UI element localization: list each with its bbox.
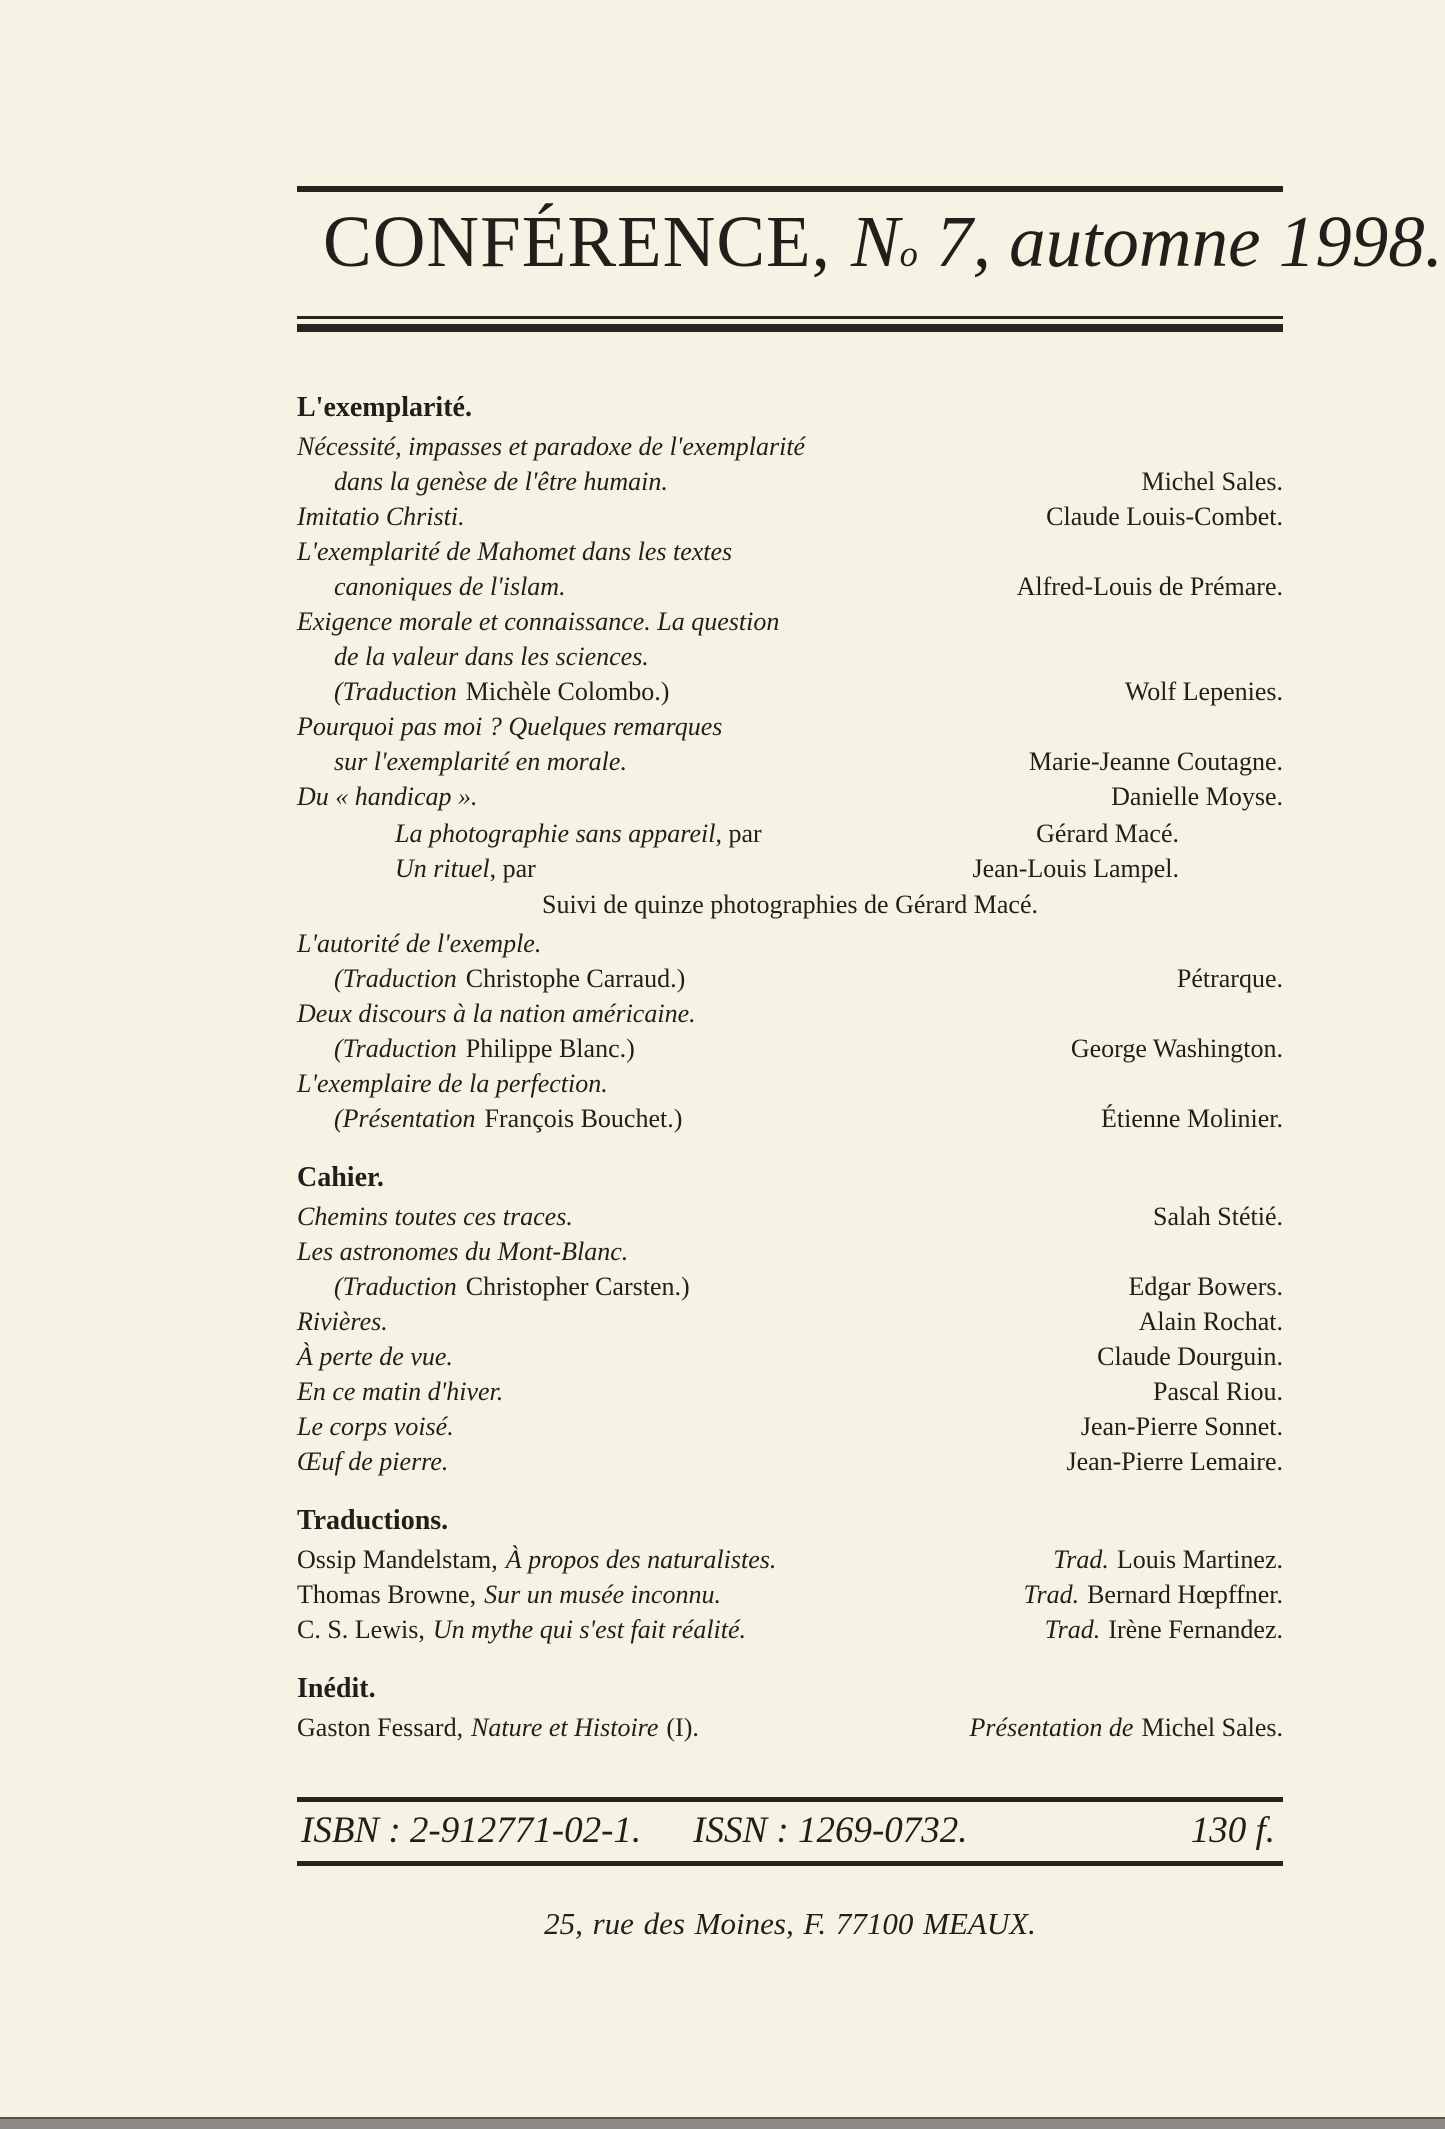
toc-list-traductions [297,1542,1283,1647]
entry-title [395,816,762,851]
entry-title [297,926,685,996]
entry-title-line: Œuf de pierre. [297,1447,449,1476]
photography-caption: Suivi de quinze photographies de Gérard Macé. [541,890,1038,919]
footer [297,1797,1283,1942]
translation-label: Trad. [1044,1615,1101,1644]
toc-entry [297,709,1283,779]
publisher-address: 25, rue des Moines, F. 77100 MEAUX. [544,1906,1036,1941]
entry-title-line: L'exemplaire de la perfection. [297,1069,608,1098]
toc-entry [297,1710,1283,1745]
entry-title [297,1066,682,1136]
translation-label: (Traduction [334,677,457,706]
journal-masthead [323,201,1443,282]
entry-author: Alfred-Louis de Prémare. [1016,572,1283,601]
toc-entry [297,926,1283,996]
entry-title-line: Nécessité, impasses et paradoxe de l'exemplarité [297,432,806,461]
photography-block [297,816,1283,922]
entry-author [970,1710,1283,1745]
entry-author [1053,1542,1283,1577]
toc-entry [297,1374,1283,1409]
entry-title-italic: Sur un musée inconnu. [484,1580,721,1609]
entry-title [297,1444,448,1479]
toc-entry [297,1577,1283,1612]
presentation-label: (Présentation [334,1104,476,1133]
masthead-double-rule [297,316,1283,332]
toc-entry [297,1444,1283,1479]
entry-title-line: Deux discours à la nation américaine. [297,999,696,1028]
entry-translation-note [297,1031,696,1066]
entry-author [1023,1577,1283,1612]
original-author-name: Thomas Browne, [297,1580,477,1609]
price: 130 f. [1190,1810,1275,1851]
toc-entry [297,1304,1283,1339]
entry-title-suffix: , par [489,854,536,883]
entry-author: Michel Sales. [1141,467,1283,496]
journal-name: CONFÉRENCE, [323,201,831,282]
entry-translation-note [297,961,685,996]
entry-title-line: Les astronomes du Mont-Blanc. [297,1237,629,1266]
original-author-name: Gaston Fessard, [297,1713,464,1742]
entry-title [297,996,696,1066]
entry-title [297,1710,699,1745]
toc-entry [297,996,1283,1066]
entry-title [297,779,478,814]
toc-entry [297,1199,1283,1234]
original-author-name: Ossip Mandelstam, [297,1545,498,1574]
translator-name: Christopher Carsten.) [465,1272,690,1301]
toc-entry [297,851,1283,886]
entry-author: Gérard Macé. [1036,819,1179,848]
translator-name: Christophe Carraud.) [465,964,686,993]
entry-title-italic: La photographie sans appareil [395,819,716,848]
toc-list-inedit [297,1710,1283,1745]
entry-presentation-note [297,1101,682,1136]
entry-translation-note [297,674,779,709]
translation-label: Trad. [1053,1545,1109,1574]
entry-title-line: Exigence morale et connaissance. La question [297,607,780,636]
entry-title [297,1234,690,1304]
toc-entry [297,816,1283,851]
entry-author: Edgar Bowers. [1128,1272,1283,1301]
section-heading-inedit: Inédit. [297,1673,376,1704]
entry-author: Alain Rochat. [1138,1307,1283,1336]
entry-title-line: dans la genèse de l'être humain. [334,467,668,496]
translator-name: Louis Martinez. [1116,1545,1283,1574]
entry-title-italic: Nature et Histoire [471,1713,659,1742]
toc-list-exemplarite [297,429,1283,814]
translator-name: Philippe Blanc.) [465,1034,635,1063]
translator-name: Michèle Colombo.) [465,677,670,706]
entry-title-line: canoniques de l'islam. [334,572,566,601]
entry-title [297,1542,776,1577]
toc-list-cahier [297,1199,1283,1479]
entry-title-italic: Un mythe qui s'est fait réalité. [432,1615,747,1644]
entry-title-italic: À propos des naturalistes. [505,1545,777,1574]
toc-entry [297,499,1283,534]
entry-title-line: Pourquoi pas moi ? Quelques remarques [297,712,723,741]
entry-author: Claude Dourguin. [1097,1342,1283,1371]
toc-entry [297,604,1283,709]
entry-title-line: Du « handicap ». [297,782,478,811]
toc-entry [297,429,1283,499]
double-rule-thin [297,316,1283,319]
entry-title-line: À perte de vue. [297,1342,453,1371]
entry-title [297,1374,503,1409]
entry-author: George Washington. [1070,1034,1283,1063]
section-heading-exemplarite: L'exemplarité. [297,392,472,423]
entry-author: Claude Louis-Combet. [1046,502,1283,531]
original-author-name: C. S. Lewis, [297,1615,425,1644]
entry-title-suffix: (I). [666,1713,699,1742]
toc-entry [297,1066,1283,1136]
page-content [297,0,1443,1745]
entry-author: Salah Stétié. [1153,1202,1283,1231]
section-heading-cahier: Cahier. [297,1162,384,1193]
entry-title [297,1612,746,1647]
entry-title [297,1199,573,1234]
entry-title-line: sur l'exemplarité en morale. [334,747,627,776]
entry-author: Pétrarque. [1176,964,1283,993]
entry-author [1045,1612,1283,1647]
translation-label: (Traduction [334,1034,457,1063]
toc-entry [297,1542,1283,1577]
entry-title [395,851,536,886]
entry-title [297,604,779,709]
toc-list-exemplarite-cont [297,926,1283,1136]
entry-author: Marie-Jeanne Coutagne. [1028,747,1283,776]
issn: ISSN : 1269-0732. [693,1810,968,1851]
issue-info [851,201,1443,282]
top-rule [297,186,1283,192]
entry-author: Jean-Louis Lampel. [972,854,1179,883]
double-rule-thick [297,324,1283,332]
entry-title [297,1577,721,1612]
toc-entry [297,1234,1283,1304]
entry-title-line: En ce matin d'hiver. [297,1377,504,1406]
entry-title-line: Imitatio Christi. [297,502,465,531]
entry-author: Jean-Pierre Lemaire. [1066,1447,1283,1476]
issue-season-year: 7, automne 1998. [917,201,1443,282]
footer-bottom-rule [297,1861,1283,1866]
translator-name: Bernard Hœpffner. [1087,1580,1283,1609]
presenter-name: Michel Sales. [1141,1713,1283,1742]
isbn-issn [301,1805,968,1857]
entry-title [297,1409,454,1444]
translation-label: (Traduction [334,1272,457,1301]
entry-author: Étienne Molinier. [1101,1104,1283,1133]
entry-title [297,499,465,534]
entry-author: Pascal Riou. [1153,1377,1283,1406]
toc-entry [297,1612,1283,1647]
translation-label: Trad. [1023,1580,1080,1609]
entry-title [297,709,722,779]
entry-author: Wolf Lepenies. [1124,677,1283,706]
entry-title-line: L'autorité de l'exemple. [297,929,542,958]
entry-title-suffix: , par [715,819,762,848]
entry-title-line: L'exemplarité de Mahomet dans les textes [297,537,733,566]
entry-title [297,429,805,499]
entry-title-line: Chemins toutes ces traces. [297,1202,573,1231]
toc-entry [297,1339,1283,1374]
entry-title-italic: Un rituel [395,854,490,883]
entry-title [297,1339,453,1374]
translator-name: Irène Fernandez. [1108,1615,1283,1644]
presenter-name: François Bouchet.) [484,1104,683,1133]
isbn: ISBN : 2-912771-02-1. [301,1810,642,1851]
entry-title [297,534,732,604]
issue-number-ordinal: o [899,233,918,274]
entry-author: Danielle Moyse. [1111,782,1283,811]
entry-title-line: Rivières. [297,1307,388,1336]
issue-number-n: N [850,201,900,282]
footer-ids-band [297,1802,1283,1861]
toc-entry [297,779,1283,814]
toc-entry [297,534,1283,604]
entry-title [297,1304,388,1339]
entry-translation-note [297,1269,690,1304]
entry-title-line: de la valeur dans les sciences. [334,642,649,671]
presentation-label: Présentation de [969,1713,1134,1742]
entry-author: Jean-Pierre Sonnet. [1080,1412,1283,1441]
scan-edge-artifact [0,2117,1445,2129]
toc-entry [297,1409,1283,1444]
entry-title-line: Le corps voisé. [297,1412,454,1441]
translation-label: (Traduction [334,964,457,993]
section-heading-traductions: Traductions. [297,1505,449,1536]
